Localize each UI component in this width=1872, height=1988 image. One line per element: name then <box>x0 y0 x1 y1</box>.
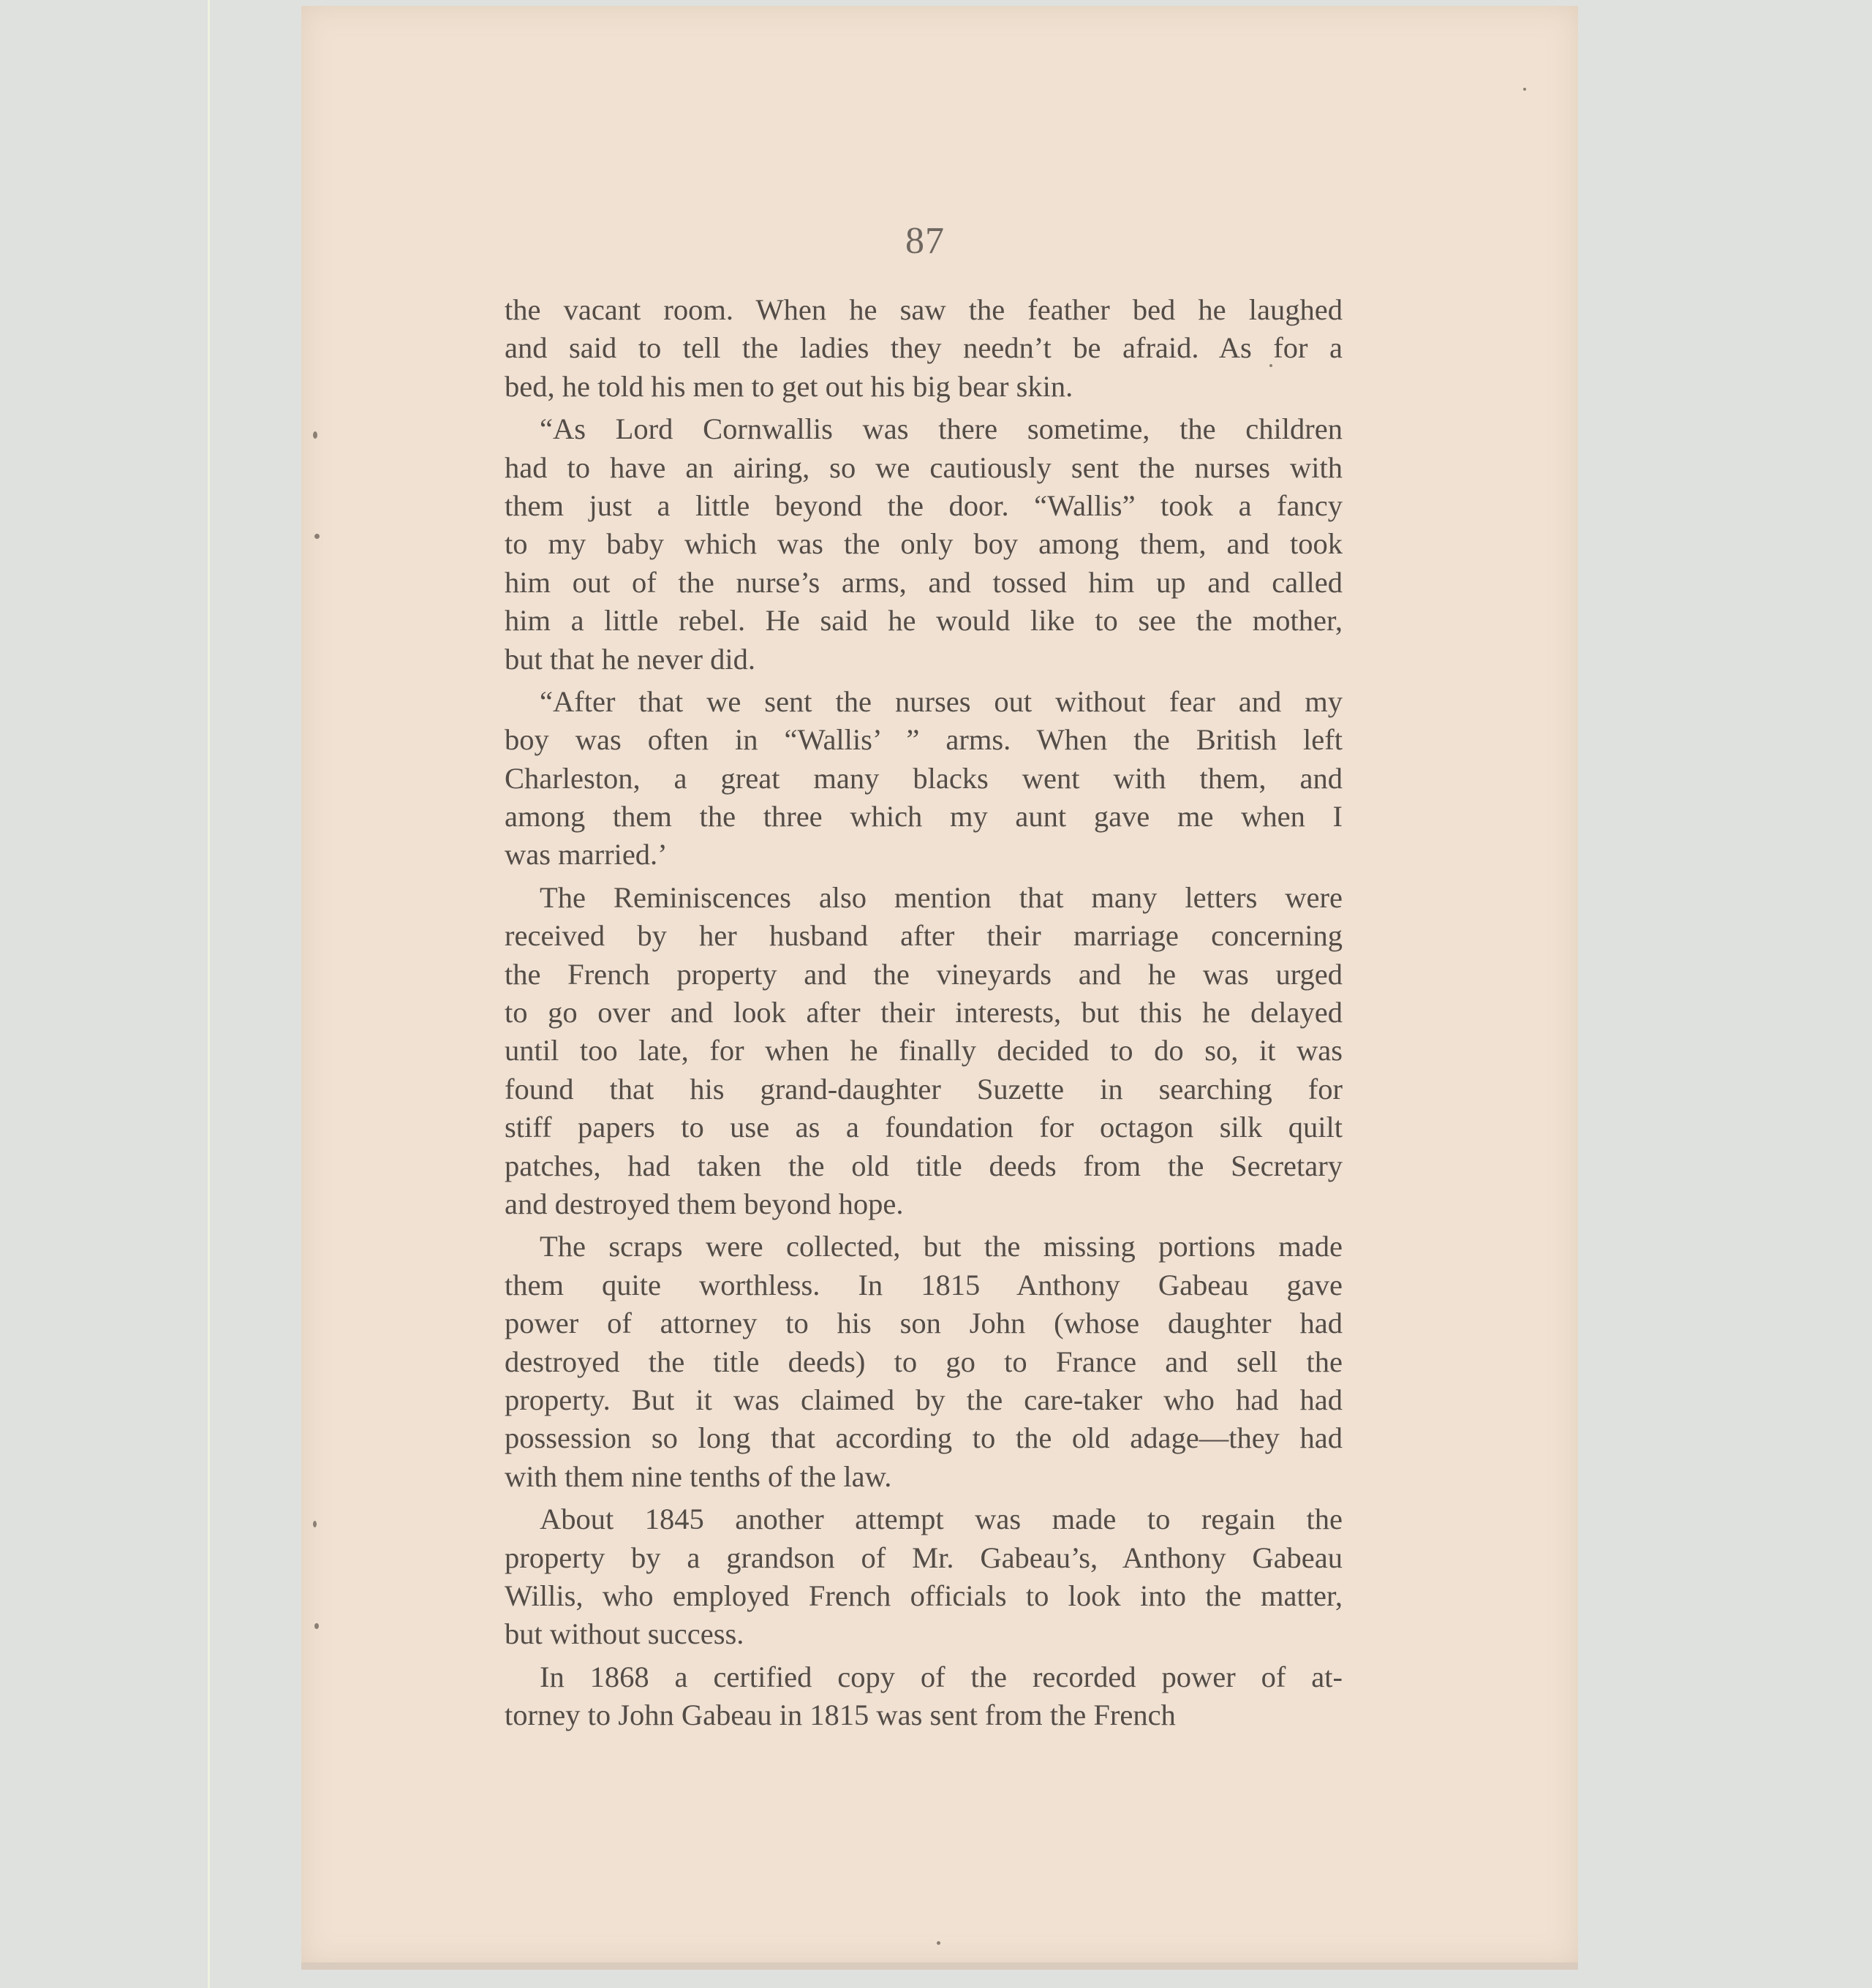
text-line: possession so long that according to the old adage—they had <box>505 1421 1343 1455</box>
text-line: The Reminiscences also mention that many letters were <box>540 880 1343 914</box>
text-line: property by a grandson of Mr. Gabeau’s, Anthony Gabeau <box>505 1541 1343 1574</box>
text-line: the vacant room. When he saw the feather bed he laughed <box>505 293 1343 326</box>
text-line: Charleston, a great many blacks went with them, and <box>505 761 1343 795</box>
text-line: until too late, for when he finally decided to do so, it was <box>505 1034 1343 1067</box>
text-line: him out of the nurse’s arms, and tossed him up and called <box>505 565 1343 599</box>
scan-speck <box>1269 364 1272 367</box>
text-line: boy was often in “Wallis’ ” arms. When the British left <box>505 723 1343 757</box>
page-bottom-edge <box>301 1962 1578 1970</box>
paragraph <box>505 1228 1343 1496</box>
text-line: among them the three which my aunt gave me when I <box>505 800 1343 834</box>
text-line: “After that we sent the nurses out without fear and my <box>540 684 1343 718</box>
scan-speck <box>314 534 320 539</box>
text-line: In 1868 a certified copy of the recorded power of at- <box>540 1660 1343 1693</box>
paragraph <box>505 410 1343 679</box>
text-line: them quite worthless. In 1815 Anthony Gabeau gave <box>505 1268 1343 1301</box>
text-line: bed, he told his men to get out his big bear skin. <box>505 369 1073 403</box>
text-line: to go over and look after their interests, but this he delayed <box>505 996 1343 1029</box>
text-line: stiff papers to use as a foundation for octagon silk quilt <box>505 1111 1343 1144</box>
paragraph <box>505 1658 1343 1735</box>
text-line: property. But it was claimed by the care-taker who had had <box>505 1383 1343 1416</box>
text-line: and destroyed them beyond hope. <box>505 1187 904 1220</box>
paragraph <box>505 291 1343 406</box>
text-line: “As Lord Cornwallis was there sometime, the children <box>540 412 1343 446</box>
scan-speck <box>314 1623 319 1629</box>
scan-speck <box>313 431 317 439</box>
paragraph <box>505 1500 1343 1654</box>
text-line: found that his grand-daughter Suzette in searching for <box>505 1072 1343 1106</box>
text-line: him a little rebel. He said he would like to see the mother, <box>505 604 1343 638</box>
text-line: had to have an airing, so we cautiously sent the nurses with <box>505 450 1343 484</box>
body-text <box>505 291 1343 1734</box>
paragraph <box>505 683 1343 874</box>
text-line: to my baby which was the only boy among them, and took <box>505 527 1343 561</box>
paragraph <box>505 879 1343 1224</box>
text-line: Willis, who employed French officials to look into the matter, <box>505 1579 1343 1612</box>
text-line: received by her husband after their marriage concerning <box>505 919 1343 953</box>
scan-speck <box>937 1941 940 1945</box>
text-line: destroyed the title deeds) to go to France and sell the <box>505 1345 1343 1378</box>
text-line: patches, had taken the old title deeds from the Secretary <box>505 1149 1343 1182</box>
text-line: About 1845 another attempt was made to regain the <box>540 1503 1343 1536</box>
text-line: and said to tell the ladies they needn’t be afraid. As for a <box>505 331 1343 365</box>
text-line: torney to John Gabeau in 1815 was sent from the French <box>505 1698 1176 1732</box>
text-line: the French property and the vineyards and he was urged <box>505 957 1343 991</box>
text-line: The scraps were collected, but the missing portions made <box>540 1230 1343 1263</box>
scan-edge-line <box>208 0 210 1988</box>
text-line: with them nine tenths of the law. <box>505 1459 892 1493</box>
text-line: but without success. <box>505 1617 744 1651</box>
scan-speck <box>1523 88 1526 91</box>
text-line: them just a little beyond the door. “Wallis” took a fancy <box>505 488 1343 522</box>
scan-speck <box>313 1521 317 1527</box>
text-line: power of attorney to his son John (whose daughter had <box>505 1307 1343 1340</box>
page-number: 87 <box>905 220 945 262</box>
text-line: but that he never did. <box>505 642 756 676</box>
text-line: was married.’ <box>505 838 668 872</box>
